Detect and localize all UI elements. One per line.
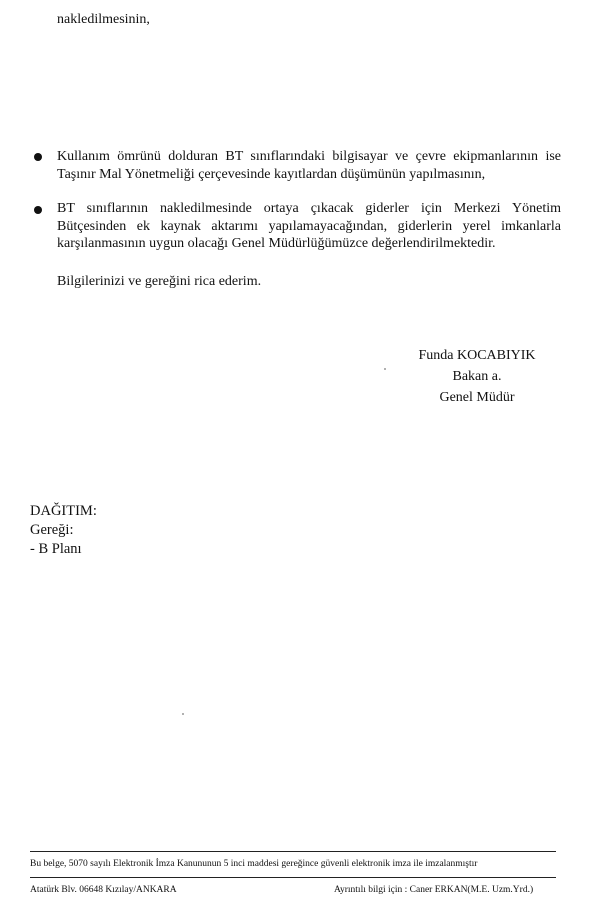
scan-speck <box>384 368 386 370</box>
footer-contact: Ayrıntılı bilgi için : Caner ERKAN(M.E. Uzm.Yrd.) <box>334 885 534 895</box>
scan-speck <box>182 713 184 715</box>
signer-on-behalf: Bakan a. <box>452 369 502 384</box>
footer-rule <box>30 877 556 878</box>
footer-esignature-notice: Bu belge, 5070 sayılı Elektronik İmza Kanununun 5 inci maddesi gereğince güvenli elektronik imza ile imzalanmıştır <box>30 859 478 869</box>
bullet-paragraph-2: BT sınıflarının nakledilmesinde ortaya çıkacak giderler için Merkezi Yönetim Bütçesinden ek kaynak aktarımı yapılamayacağından, giderlerin yerel imkanlarla karşılanmasının uygun olacağı Genel Müdürlüğümüzce değerlendirilmektedir. <box>57 201 561 251</box>
bullet-icon <box>34 153 42 161</box>
signer-title: Genel Müdür <box>439 390 515 405</box>
distribution-heading: DAĞITIM: <box>30 503 97 519</box>
distribution-item: - B Planı <box>30 541 82 557</box>
bullet-paragraph-1: Kullanım ömrünü dolduran BT sınıflarındaki bilgisayar ve çevre ekipmanlarının ise Taşınır Mal Yönetmeliği çerçevesinde kayıtlardan düşümünün yapılmasının, <box>57 149 561 182</box>
closing-sentence: Bilgilerinizi ve gereğini rica ederim. <box>57 274 262 289</box>
distribution-subheading: Gereği: <box>30 522 74 538</box>
bullet-icon <box>34 206 42 214</box>
footer-address: Atatürk Blv. 06648 Kızılay/ANKARA <box>30 885 177 895</box>
footer-rule <box>30 851 556 852</box>
continuation-text: nakledilmesinin, <box>57 12 150 27</box>
signer-name: Funda KOCABIYIK <box>418 348 536 363</box>
